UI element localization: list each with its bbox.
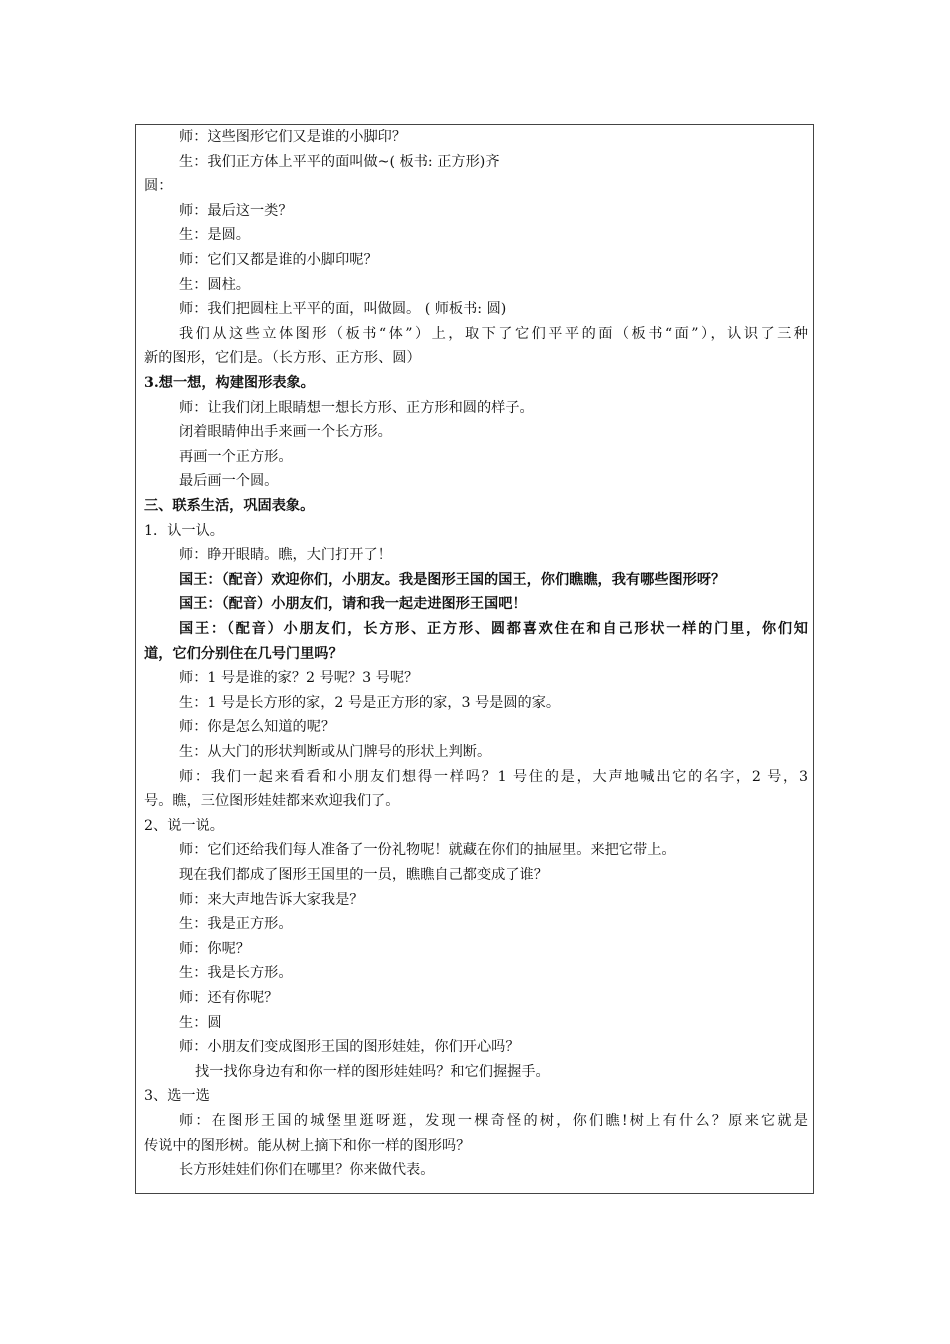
text-line: 生：我是正方形。 [179,916,293,933]
text-line: 师：你是怎么知道的呢？ [179,719,336,736]
text-line: 最后画一个圆。 [179,473,279,490]
text-line: 生：圆 [179,1014,222,1031]
text-line: 生：是圆。 [179,227,250,244]
text-line: 国王：（配音）小朋友们，请和我一起走进图形王国吧！ [179,596,527,613]
text-line: 闭着眼睛伸出手来画一个长方形。 [179,424,392,441]
text-line: 传说中的图形树。能从树上摘下和你一样的图形吗？ [144,1137,471,1154]
text-line: 师：我们把圆柱上平平的面，叫做圆。 ( 师板书: 圆) [179,301,507,318]
text-line: 师：这些图形它们又是谁的小脚印？ [179,129,407,145]
text-line: 师：让我们闭上眼睛想一想长方形、正方形和圆的样子。 [179,399,534,416]
text-line: 找一找你身边有和你一样的图形娃娃吗？和它们握握手。 [195,1063,550,1080]
text-line: 3、选一选 [144,1088,210,1105]
text-line: 师：你呢？ [179,940,250,957]
text-line: 2、说一说。 [144,817,224,834]
text-line: 师：在图形王国的城堡里逛呀逛，发现一棵奇怪的树，你们瞧!树上有什么？原来它就是 [179,1113,808,1129]
text-line: 长方形娃娃们你们在哪里？你来做代表。 [179,1162,435,1179]
text-line: 师：它们还给我们每人准备了一份礼物呢！就藏在你们的抽屉里。来把它带上。 [179,842,676,859]
text-line: 师：来大声地告诉大家我是？ [179,891,364,908]
text-line: 师：还有你呢？ [179,990,279,1006]
text-line: 国王：（配音）小朋友们，长方形、正方形、圆都喜欢住在和自己形状一样的门里，你们知 [179,621,808,637]
text-line: 现在我们都成了图形王国里的一员，瞧瞧自己都变成了谁？ [179,867,548,883]
text-line: 生：从大门的形状判断或从门牌号的形状上判断。 [179,744,492,760]
text-line: 生：1 号是长方形的家，2 号是正方形的家，3 号是圆的家。 [179,694,561,711]
text-line: 生：我是长方形。 [179,965,293,982]
text-line: 师：它们又都是谁的小脚印呢？ [179,252,378,268]
text-line: 道，它们分别住在几号门里吗？ [144,645,343,662]
text-line: 师：1 号是谁的家？2 号呢？3 号呢？ [179,670,419,687]
text-line: 生：圆柱。 [179,276,250,293]
text-line: 号。瞧，三位图形娃娃都来欢迎我们了。 [144,793,400,810]
text-line: 生：我们正方体上平平的面叫做~( 板书: 正方形)齐 [179,153,500,170]
text-line: 师：最后这一类？ [179,202,293,219]
text-line: 圆： [144,178,173,195]
text-line: 国王：（配音）欢迎你们，小朋友。我是图形王国的国王，你们瞧瞧，我有哪些图形呀？ [179,571,726,588]
text-line: 新的图形，它们是。（长方形、正方形、圆） [144,350,421,367]
text-line: 再画一个正方形。 [179,448,293,465]
text-line: 3.想一想，构建图形表象。 [144,375,315,391]
text-line: 我们从这些立体图形（板书“体”）上，取下了它们平平的面（板书“面”），认识了三种 [179,325,808,342]
text-line: 三、联系生活，巩固表象。 [144,498,315,514]
text-line: 师：我们一起来看看和小朋友们想得一样吗？1 号住的是，大声地喊出它的名字，2 号，3 [179,768,808,785]
text-line: 1．认一认。 [144,522,224,539]
text-line: 师：小朋友们变成图形王国的图形娃娃，你们开心吗？ [179,1039,520,1056]
text-line: 师：睁开眼睛。瞧，大门打开了！ [179,547,392,564]
